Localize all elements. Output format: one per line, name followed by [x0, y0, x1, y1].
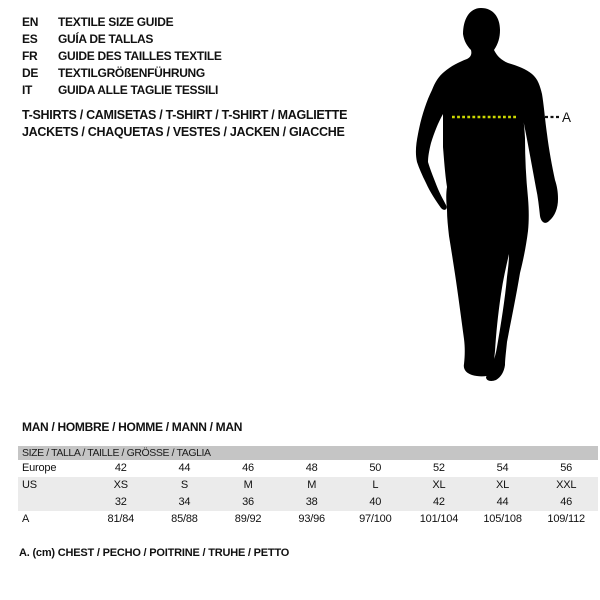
table-row-us-numbers [18, 494, 598, 511]
language-list [22, 14, 222, 99]
table-cell: 42 [114, 462, 127, 474]
table-cell: XL [432, 479, 446, 491]
table-cell: 105/108 [483, 513, 522, 525]
table-cell: XL [496, 479, 510, 491]
language-row-fr [22, 48, 222, 65]
table-cell: XXL [556, 479, 577, 491]
man-silhouette-shape [416, 8, 558, 381]
language-row-en [22, 14, 222, 31]
row-label [18, 494, 89, 511]
measurement-footnote: A. (cm) CHEST / PECHO / POITRINE / TRUHE / PETTO [19, 547, 290, 559]
table-cell: 89/92 [234, 513, 262, 525]
language-label: GUIDA ALLE TAGLIE TESSILI [58, 83, 219, 97]
table-cell: 46 [560, 496, 573, 508]
table-cell: 85/88 [171, 513, 198, 525]
table-cell: 44 [496, 496, 509, 508]
language-row-de [22, 65, 222, 82]
table-cell: 101/104 [419, 513, 459, 525]
table-cell: 48 [305, 462, 318, 474]
table-cell: S [180, 479, 188, 491]
language-row-it [22, 82, 222, 99]
measure-label-a: A [562, 110, 572, 125]
language-code: ES [22, 32, 38, 46]
table-row-europe [18, 460, 598, 477]
language-code: IT [22, 83, 33, 97]
product-category-lines [22, 107, 347, 140]
language-code: FR [22, 49, 38, 63]
man-silhouette-icon [400, 0, 580, 400]
row-label: Europe [22, 462, 57, 474]
language-label: GUÍA DE TALLAS [58, 32, 154, 46]
table-cell: 54 [496, 462, 509, 474]
table-cell: 56 [560, 462, 573, 474]
table-cell: 40 [369, 496, 382, 508]
row-label: A [22, 513, 30, 525]
table-cell: 50 [369, 462, 382, 474]
table-row-chest-cm [18, 511, 598, 528]
language-code: EN [22, 15, 39, 29]
table-cell: 52 [433, 462, 445, 474]
table-cell: 44 [178, 462, 191, 474]
table-cell: 109/112 [547, 513, 585, 525]
table-cell: 46 [242, 462, 254, 474]
table-cell: L [372, 479, 379, 491]
table-cell: 97/100 [359, 513, 392, 525]
size-table-header: SIZE / TALLA / TAILLE / GRÖSSE / TAGLIA [18, 446, 598, 460]
table-cell: 93/96 [298, 513, 325, 525]
table-cell: 42 [433, 496, 445, 508]
language-label: GUIDE DES TAILLES TEXTILE [58, 49, 222, 63]
table-cell: 36 [242, 496, 254, 508]
section-title-man: MAN / HOMBRE / HOMME / MANN / MAN [22, 420, 243, 434]
table-cell: 81/84 [107, 513, 135, 525]
language-row-es [22, 31, 222, 48]
product-category-tshirts: T-SHIRTS / CAMISETAS / T-SHIRT / T-SHIRT / MAGLIETTE [22, 108, 348, 122]
table-cell: 38 [305, 496, 318, 508]
language-code: DE [22, 66, 39, 80]
table-cell: 32 [114, 496, 127, 508]
table-row-us-letters [18, 477, 598, 494]
product-category-jackets: JACKETS / CHAQUETAS / VESTES / JACKEN / GIACCHE [22, 124, 345, 139]
table-cell: XS [113, 479, 128, 491]
row-label: US [22, 479, 37, 491]
table-cell: M [307, 479, 317, 491]
size-table [18, 446, 598, 528]
table-cell: M [243, 479, 253, 491]
language-label: TEXTILGRÖßENFÜHRUNG [58, 66, 205, 80]
table-cell: 34 [178, 496, 191, 508]
language-label: TEXTILE SIZE GUIDE [58, 15, 174, 29]
